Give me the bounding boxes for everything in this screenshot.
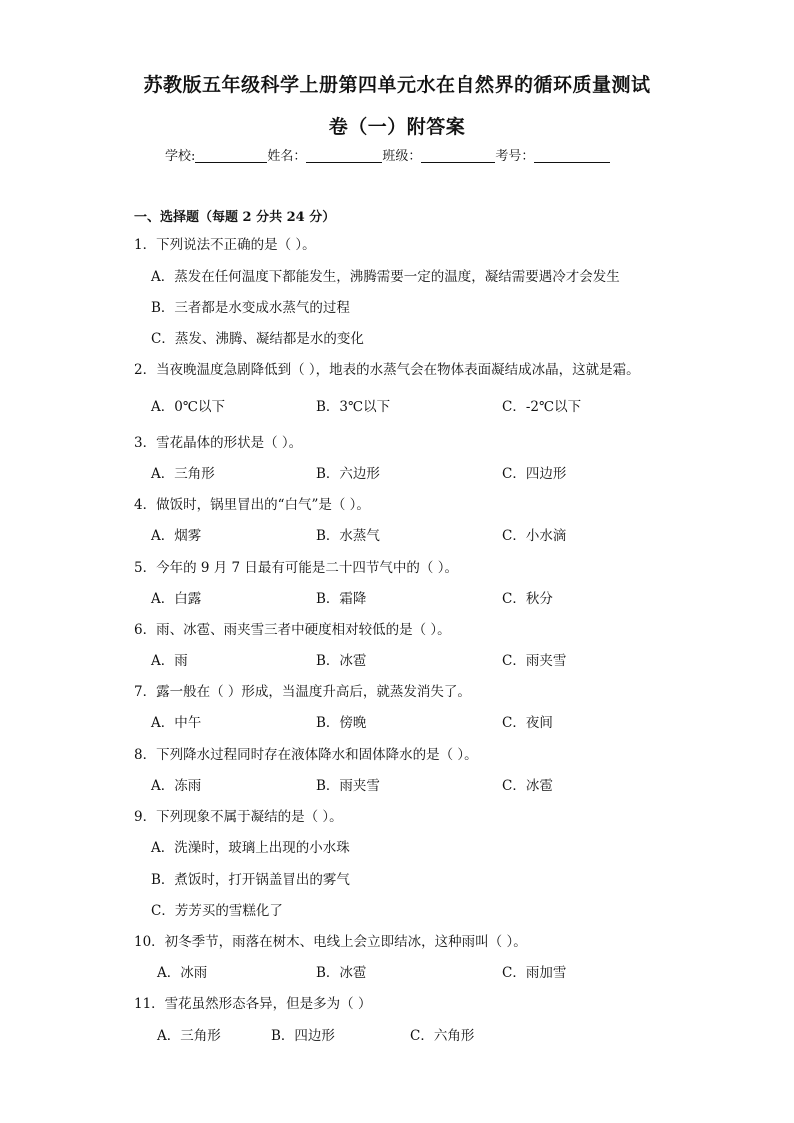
q3-option-a: A．三角形 bbox=[151, 466, 215, 482]
q5-option-b: B．霜降 bbox=[316, 591, 367, 607]
q9-option-a: A．洗澡时，玻璃上出现的小水珠 bbox=[151, 840, 350, 856]
question-1: 1．下列说法不正确的是（ ）。 bbox=[134, 237, 316, 253]
q4-option-b: B．水蒸气 bbox=[316, 528, 380, 544]
q1-option-c: C．蒸发、沸腾、凝结都是水的变化 bbox=[151, 331, 364, 347]
section-heading: 一、选择题（每题 2 分共 24 分） bbox=[134, 210, 336, 225]
q9-option-c: C．芳芳买的雪糕化了 bbox=[151, 903, 283, 919]
title-line-2: 卷（一）附答案 bbox=[328, 116, 466, 138]
q11-option-b: B．四边形 bbox=[271, 1028, 335, 1044]
q6-option-b: B．冰雹 bbox=[316, 653, 367, 669]
name-blank[interactable] bbox=[306, 148, 382, 163]
q9-option-b: B．煮饭时，打开锅盖冒出的雾气 bbox=[151, 872, 350, 888]
q1-option-a: A．蒸发在任何温度下都能发生，沸腾需要一定的温度，凝结需要遇冷才会发生 bbox=[151, 269, 620, 285]
number-label: 考号： bbox=[495, 149, 535, 164]
class-label: 班级： bbox=[382, 149, 422, 164]
q3-option-b: B．六边形 bbox=[316, 466, 380, 482]
q10-option-c: C．雨加雪 bbox=[502, 965, 567, 981]
question-3: 3．雪花晶体的形状是（ ）。 bbox=[134, 435, 303, 451]
question-5: 5．今年的 9 月 7 日最有可能是二十四节气中的（ ）。 bbox=[134, 560, 458, 576]
question-2: 2．当夜晚温度急剧降低到（ ），地表的水蒸气会在物体表面凝结成冰晶，这就是霜。 bbox=[134, 362, 640, 378]
q7-option-c: C．夜间 bbox=[502, 715, 553, 731]
q8-option-b: B．雨夹雪 bbox=[316, 778, 380, 794]
question-11: 11．雪花虽然形态各异，但是多为（ ） bbox=[134, 996, 372, 1012]
question-6: 6．雨、冰雹、雨夹雪三者中硬度相对较低的是（ ）。 bbox=[134, 622, 451, 638]
question-9: 9．下列现象不属于凝结的是（ ）。 bbox=[134, 809, 343, 825]
question-10: 10．初冬季节，雨落在树木、电线上会立即结冰，这种雨叫（ ）。 bbox=[134, 934, 527, 950]
q8-option-c: C．冰雹 bbox=[502, 778, 553, 794]
question-4: 4．做饭时，锅里冒出的“白气”是（ ）。 bbox=[134, 497, 370, 513]
q4-option-a: A．烟雾 bbox=[151, 528, 202, 544]
q1-option-b: B．三者都是水变成水蒸气的过程 bbox=[151, 300, 350, 316]
q3-option-c: C．四边形 bbox=[502, 466, 567, 482]
q2-option-c: C．-2℃以下 bbox=[502, 399, 582, 415]
question-8: 8．下列降水过程同时存在液体降水和固体降水的是（ ）。 bbox=[134, 747, 478, 763]
name-label: 姓名： bbox=[267, 149, 307, 164]
q8-option-a: A．冻雨 bbox=[151, 778, 202, 794]
title-line-1: 苏教版五年级科学上册第四单元水在自然界的循环质量测试 bbox=[143, 74, 651, 96]
q10-option-b: B．冰雹 bbox=[316, 965, 367, 981]
school-label: 学校: bbox=[165, 149, 196, 164]
q2-option-a: A．0℃以下 bbox=[151, 399, 225, 415]
q7-option-b: B．傍晚 bbox=[316, 715, 367, 731]
question-7: 7．露一般在（ ）形成，当温度升高后，就蒸发消失了。 bbox=[134, 684, 471, 700]
q2-option-b: B．3℃以下 bbox=[316, 399, 391, 415]
q6-option-a: A．雨 bbox=[151, 653, 188, 669]
school-blank[interactable] bbox=[195, 148, 267, 163]
q5-option-c: C．秋分 bbox=[502, 591, 553, 607]
q7-option-a: A．中午 bbox=[151, 715, 202, 731]
q11-option-a: A．三角形 bbox=[157, 1028, 221, 1044]
number-blank[interactable] bbox=[534, 148, 610, 163]
q10-option-a: A．冰雨 bbox=[157, 965, 208, 981]
q6-option-c: C．雨夹雪 bbox=[502, 653, 567, 669]
q4-option-c: C．小水滴 bbox=[502, 528, 567, 544]
q5-option-a: A．白露 bbox=[151, 591, 202, 607]
student-info-row bbox=[165, 145, 610, 164]
q11-option-c: C．六角形 bbox=[410, 1028, 475, 1044]
class-blank[interactable] bbox=[421, 148, 495, 163]
